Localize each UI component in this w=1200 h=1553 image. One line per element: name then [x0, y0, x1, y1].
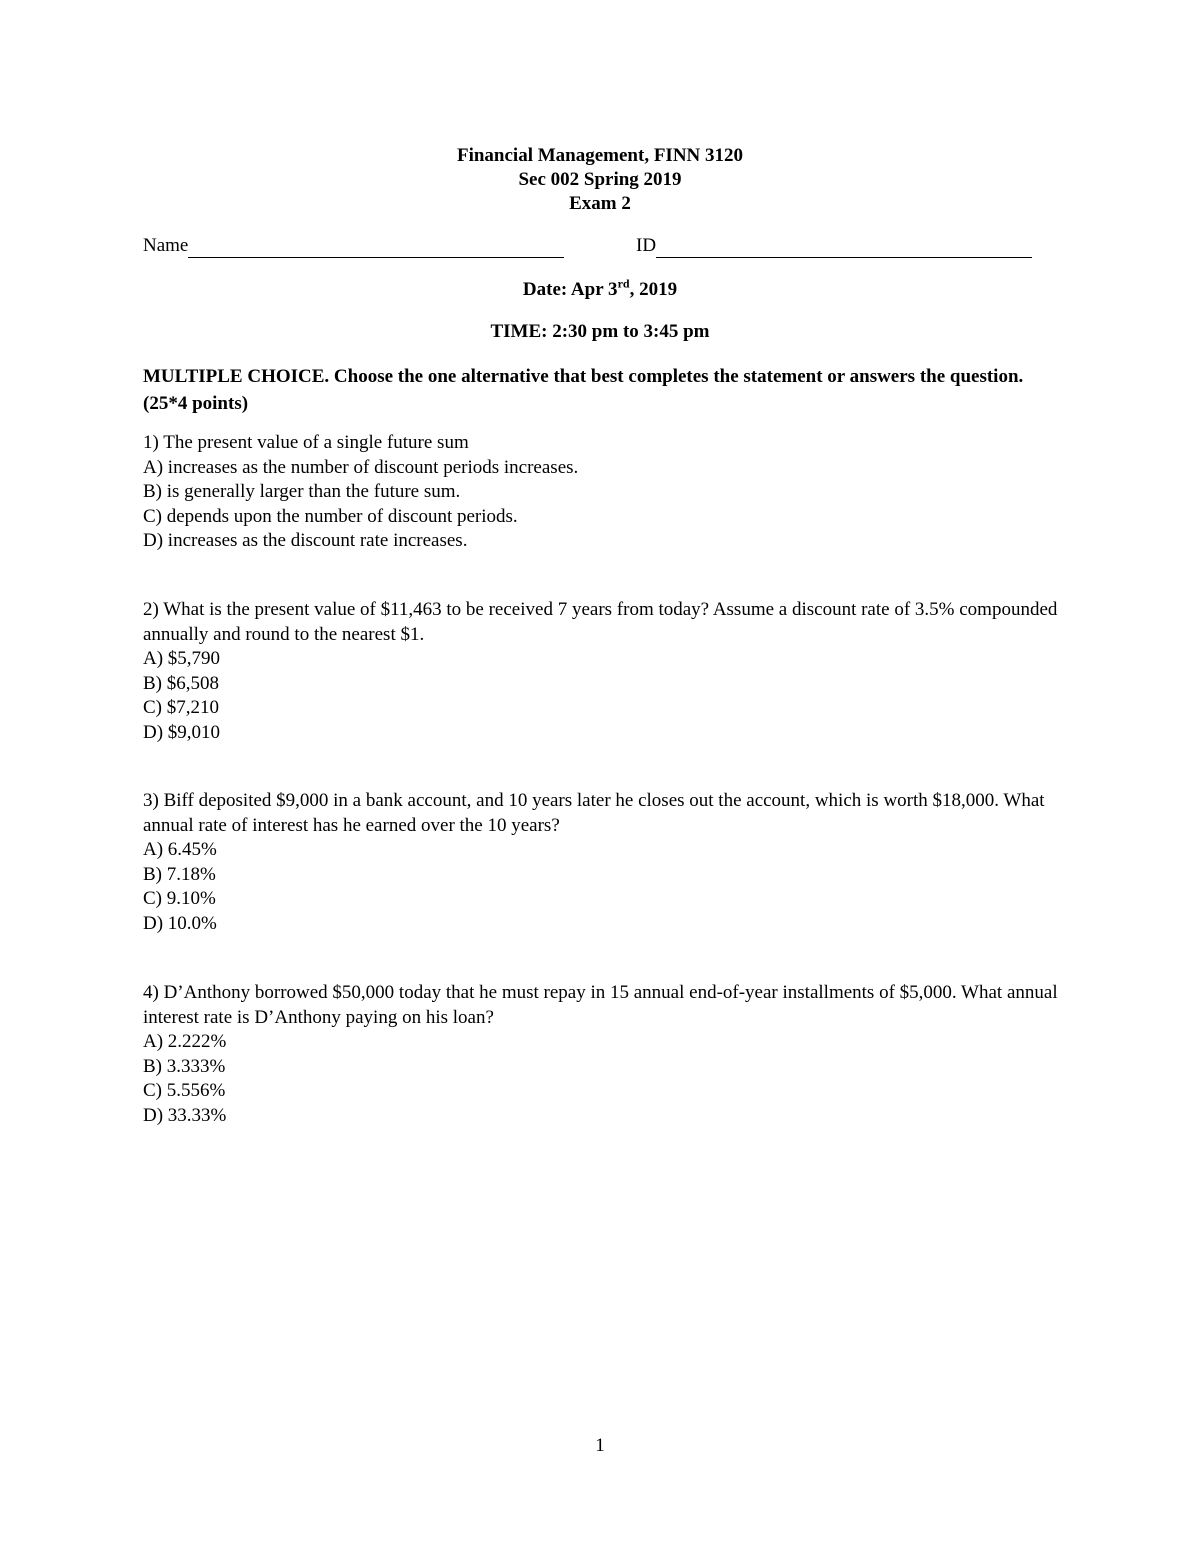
- date-suffix: , 2019: [629, 279, 678, 300]
- question-stem: 2) What is the present value of $11,463 to be received 7 years from today? Assume a discount rate of 3.5% compounded annually and round to the nearest $1.: [143, 599, 1063, 645]
- exam-time: TIME: 2:30 pm to 3:45 pm: [490, 321, 710, 342]
- option-b: B) is generally larger than the future sum.: [143, 481, 461, 503]
- option-c: C) depends upon the number of discount periods.: [143, 505, 518, 527]
- id-label: ID: [636, 235, 657, 256]
- option-d: D) $9,010: [143, 721, 221, 743]
- question-3: [143, 789, 1063, 937]
- option-a: A) 2.222%: [143, 1031, 227, 1053]
- option-d: D) 33.33%: [143, 1104, 227, 1126]
- question-1: [143, 431, 1063, 554]
- option-c: C) 9.10%: [143, 888, 216, 910]
- name-field: [143, 234, 564, 258]
- name-blank-line[interactable]: [188, 238, 564, 258]
- name-label: Name: [143, 235, 189, 256]
- option-b: B) 7.18%: [143, 863, 216, 885]
- exam-date: [0, 278, 1200, 302]
- option-d: D) increases as the discount rate increases.: [143, 530, 468, 552]
- date-prefix: Date: Apr 3: [522, 279, 618, 300]
- option-a: A) 6.45%: [143, 839, 217, 861]
- id-field: [636, 234, 1032, 258]
- option-c: C) $7,210: [143, 697, 219, 719]
- option-c: C) 5.556%: [143, 1080, 226, 1102]
- exam-title: Exam 2: [569, 193, 631, 214]
- question-stem: 1) The present value of a single future sum: [143, 432, 469, 453]
- course-title: Financial Management, FINN 3120: [456, 145, 744, 166]
- option-a: A) increases as the number of discount periods increases.: [143, 456, 579, 478]
- option-a: A) $5,790: [143, 648, 221, 670]
- option-d: D) 10.0%: [143, 912, 217, 934]
- question-stem: 4) D’Anthony borrowed $50,000 today that he must repay in 15 annual end-of-year installments of $5,000. What annual interest rate is D’Anthony paying on his loan?: [143, 982, 1063, 1028]
- option-b: B) $6,508: [143, 672, 219, 694]
- question-2: [143, 598, 1063, 746]
- page-number: 1: [595, 1435, 605, 1456]
- question-4: [143, 981, 1063, 1129]
- question-stem: 3) Biff deposited $9,000 in a bank account, and 10 years later he closes out the account, which is worth $18,000. What annual rate of interest has he earned over the 10 years?: [143, 790, 1050, 836]
- instructions: MULTIPLE CHOICE. Choose the one alternative that best completes the statement or answers the question. (25*4 points): [143, 366, 1024, 414]
- section-title: Sec 002 Spring 2019: [518, 169, 682, 190]
- date-superscript: rd: [617, 276, 630, 291]
- option-b: B) 3.333%: [143, 1055, 226, 1077]
- id-blank-line[interactable]: [656, 238, 1032, 258]
